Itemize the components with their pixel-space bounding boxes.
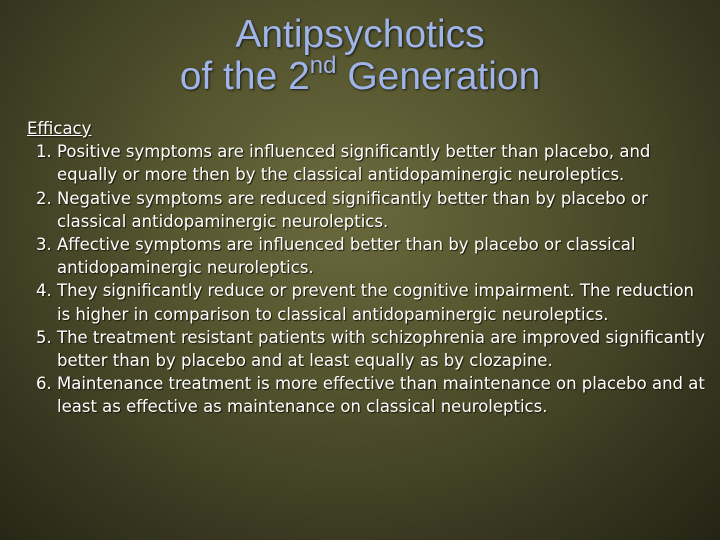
title-line-1: Antipsychotics [235, 13, 485, 56]
list-item: 6. Maintenance treatment is more effective than maintenance on placebo and at least as effective as maintenance on classical neuroleptics. [57, 372, 707, 418]
list-item: 5. The treatment resistant patients with schizophrenia are improved significantly better than by placebo and at least equally as by clozapine. [57, 326, 707, 372]
list-item: 2. Negative symptoms are reduced significantly better than by placebo or classical antidopaminergic neuroleptics. [57, 187, 707, 233]
efficacy-list [27, 140, 707, 418]
title-line-2-prefix: of the 2 [179, 55, 310, 98]
slide-title [0, 14, 720, 98]
section-heading: Efficacy [27, 119, 92, 138]
title-superscript: nd [309, 52, 337, 79]
list-item: 1. Positive symptoms are influenced significantly better than placebo, and equally or more then by the classical antidopaminergic neuroleptics. [57, 140, 707, 186]
list-item: 4. They significantly reduce or prevent the cognitive impairment. The reduction is higher in comparison to classical antidopaminergic neuroleptics. [57, 279, 707, 325]
title-line-2 [0, 52, 720, 98]
title-line-2-suffix: Generation [336, 55, 541, 98]
slide-body [27, 117, 707, 419]
list-item: 3. Affective symptoms are influenced better than by placebo or classical antidopaminergic neuroleptics. [57, 233, 707, 279]
